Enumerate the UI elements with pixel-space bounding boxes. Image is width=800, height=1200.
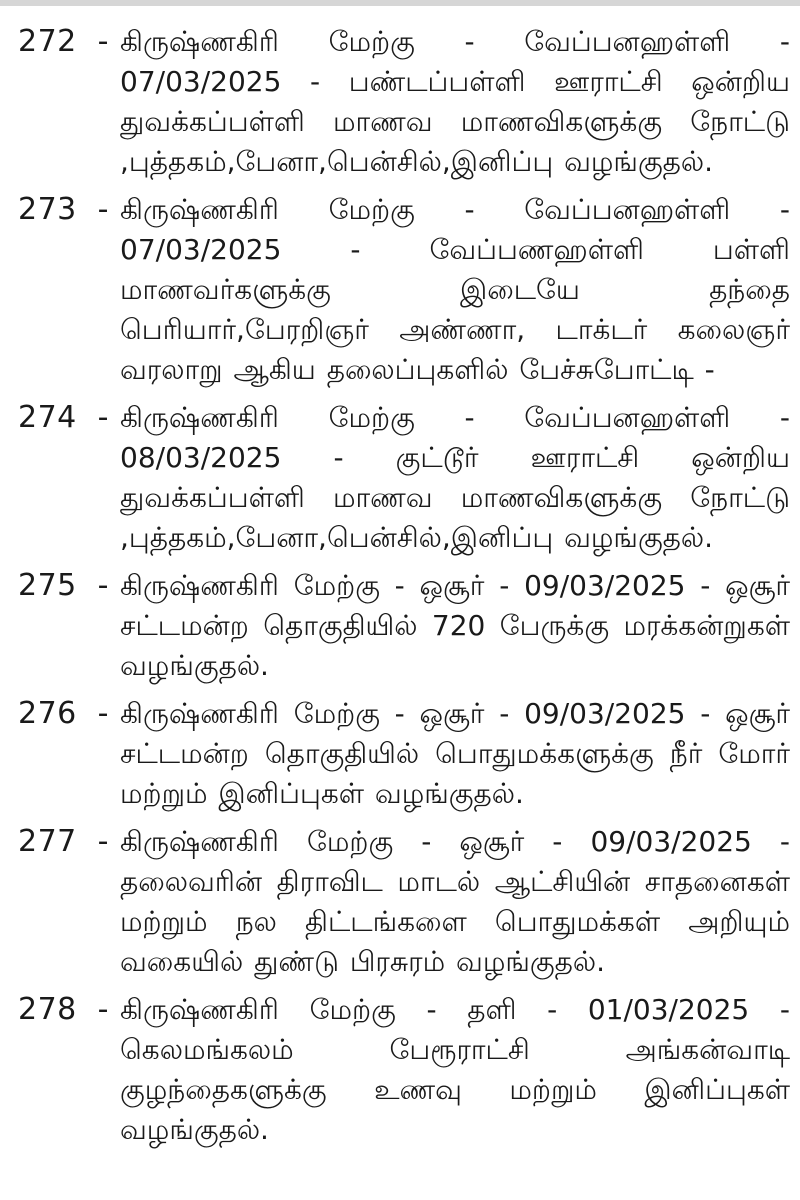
entry-separator: - [97,192,109,227]
entry-separator: - [97,400,109,435]
list-item [18,566,790,686]
list-item [18,398,790,558]
entry-text: கிருஷ்ணகிரி மேற்கு - ஒசூர் - 09/03/2025 - ஒசூர் சட்டமன்ற தொகுதியில் பொதுமக்களுக்கு நீர் மோர் மற்றும் இனிப்புகள் வழங்குதல். [120,697,790,810]
entry-number: 278 [18,992,77,1027]
list-item [18,190,790,390]
entry-text: கிருஷ்ணகிரி மேற்கு - ஒசூர் - 09/03/2025 - ஒசூர் சட்டமன்ற தொகுதியில் 720 பேருக்கு மரக்கன்றுகள் வழங்குதல். [120,569,790,682]
list-item [18,694,790,814]
entry-text: கிருஷ்ணகிரி மேற்கு - வேப்பனஹள்ளி - 07/03/2025 - வேப்பணஹள்ளி பள்ளி மாணவர்களுக்கு இடையே தந்தை பெரியார்,பேரறிஞர் அண்ணா, டாக்டர் கலைஞர் வரலாறு ஆகிய தலைப்புகளில் பேச்சுபோட்டி - [120,193,790,386]
entry-text: கிருஷ்ணகிரி மேற்கு - வேப்பனஹள்ளி - 08/03/2025 - குட்டூர் ஊராட்சி ஒன்றிய துவக்கப்பள்ளி மாணவ மாணவிகளுக்கு நோட்டு ,புத்தகம்,பேனா,பென்சில்,இனிப்பு வழங்குதல். [120,401,790,554]
entry-number: 276 [18,696,77,731]
entry-number: 274 [18,400,77,435]
entry-text: கிருஷ்ணகிரி மேற்கு - வேப்பனஹள்ளி - 07/03/2025 - பண்டப்பள்ளி ஊராட்சி ஒன்றிய துவக்கப்பள்ளி மாணவ மாணவிகளுக்கு நோட்டு ,புத்தகம்,பேனா,பென்சில்,இனிப்பு வழங்குதல். [120,25,790,178]
list-item [18,22,790,182]
list-item [18,990,790,1150]
entry-number: 272 [18,24,77,59]
list-item [18,822,790,982]
entry-separator: - [97,992,109,1027]
entry-text: கிருஷ்ணகிரி மேற்கு - ஒசூர் - 09/03/2025 - தலைவரின் திராவிட மாடல் ஆட்சியின் சாதனைகள் மற்றும் நல திட்டங்களை பொதுமக்கள் அறியும் வகையில் துண்டு பிரசுரம் வழங்குதல். [120,825,790,978]
entry-separator: - [97,824,109,859]
entry-separator: - [97,24,109,59]
entry-separator: - [97,568,109,603]
entry-separator: - [97,696,109,731]
entry-number: 273 [18,192,77,227]
top-divider [0,0,800,6]
document-body [18,22,790,1158]
entry-text: கிருஷ்ணகிரி மேற்கு - தளி - 01/03/2025 - கெலமங்கலம் பேரூராட்சி அங்கன்வாடி குழந்தைகளுக்கு உணவு மற்றும் இனிப்புகள் வழங்குதல். [120,993,790,1146]
entry-number: 277 [18,824,77,859]
entry-number: 275 [18,568,77,603]
